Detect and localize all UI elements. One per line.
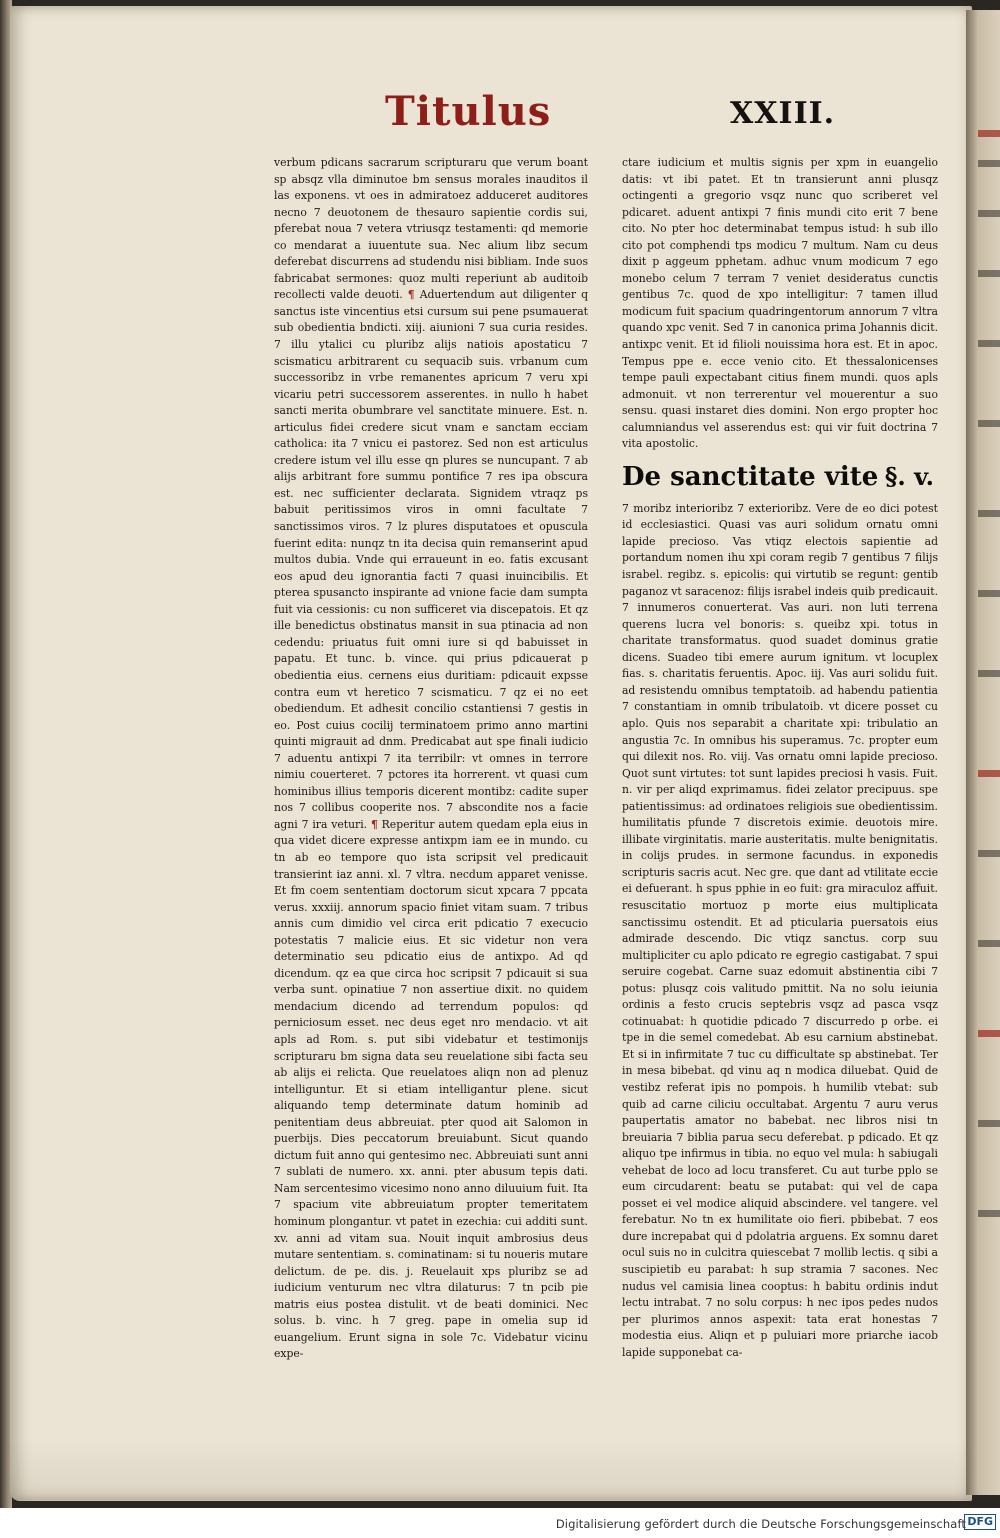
paragraph	[622, 155, 938, 453]
text-column-left	[274, 155, 588, 1363]
dfg-logo: DFG	[964, 1514, 996, 1530]
body-text: 7 moribz interioribz 7 exterioribz. Vere de eo dici potest id ecclesiastici. Quasi vas auri solidum ornatu omni lapide precioso. Vas vtiqz electois sapientie ad portandum nomen ihu xpi coram regib 7 gentibus 7 filijs israbel. regibz. s. epicolis: qui virtutib se regunt: gentib paganoz vt saracenoz: filijs israbel indeis quib predicauit. 7 innumeros conuerterat. Vas auri. non luti terrena querens lucra vel bonoris: s. queibz xpi. totus in charitate transformatus. quod suadet dominus gratie dicens. Suadeo tibi emere aurum ignitum. vt locuplex fias. s. charitatis feruentis. Apoc. iij. Vas auri solidu fuit. ad resistendu omnibus temptatoib. ad habendu patientia 7 constantiam in omnib tribulatoib. vt dicere posset cu aplo. Quis nos separabit a charitate xpi: tribulatio an angustia 7c. In omnibus his superamus. 7c. propter eum qui dilexit nos. Ro. viij. Vas ornatu omni lapide precioso. Quot sunt virtutes: tot sunt lapides preciosi h vasis. Fuit. n. vir per aliqd exprimamus. fidei zelator precipuus. spe patientissimus: ad ordinatoes religiois sue obedientissim. humilitatis pfunde 7 discretois eximie. deuotois mire. illibate virginitatis. marie austeritatis. multe benignitatis. in colijs prudes. in sermone facundus. in exponedis scripturis sacris acut. Nec gre. que dant ad vtilitate eccie ei defuerant. h spus pphie in eo fuit: gra miraculoz affuit. resuscitatio mortuoz p morte eius multiplicata sanctissimu ostendit. Et ad pticularia puersatois eius admirade descendo. Dic vtiqz sanctus. corp suu multipliciter cu aplo pdicato re egregio castigabat. 7 spui seruire cogebat. Carne suaz edomuit abstinentia cibi 7 potus: plusqz cois valitudo pmittit. Na no solu ieiunia ordinis a festo crucis septebris vsqz ad pasca vsqz cotinuabat: h quotidie pdicado 7 discurredo p orbe. ei tpe in die semel comedebat. Ab esu carnium abstinebat. Et si in infirmitate 7 tuc cu difficultate sp abstinebat. Ter in mesa bibebat. qd vinu aq n modica diluebat. Quid de vestibz referat ipis no pompois. h humilib vtebat: sub quib ad carne ciliciu occultabat. Argentu 7 auru verus paupertatis amator no babebat. nec libros nisi tn breuiaria 7 biblia parua secu deferebat. p pdicado. Et qz aliquo tpe infirmus in tibia. no equo vel mula: h sabiugali vehebat de loco ad locu transferet. Cu aut turbe pplo se eum circudarent: beatu se putabat: qui vel de capa posset ei vel modice aliquid abscindere. vel tangere. vel ferebatur. No tn ex humilitate oio fieri. pbibebat. 7 eos dure increpabat qui d pdolatria arguens. Ex somnu daret ocul suis no in culcitra quiescebat 7 mollib lectis. q sibi a suscipietib eu parabat: h sup stramia 7 sacones. Nec nudus vel camisia linea cooptus: h babitu ordinis indut lectu intrabat. 7 no solu corpus: h nec ipos pedes nudos per plurimos annos aspexit: tata erat honestas 7 modestia eius. Aliqn et p puluiari more priarche iacob lapide supponebat ca-	[622, 501, 938, 1359]
adjacent-page-mark	[978, 270, 1000, 277]
adjacent-page-mark	[978, 670, 1000, 677]
section-title: De sanctitate vite	[622, 461, 879, 492]
adjacent-page-mark	[978, 160, 1000, 167]
adjacent-page-mark	[978, 420, 1000, 427]
body-text: Aduertendum aut diligenter q	[419, 288, 588, 302]
footer-credit: Digitalisierung gefördert durch die Deutsche Forschungsgemeinschaft	[555, 1517, 966, 1531]
adjacent-page-mark	[978, 1210, 1000, 1217]
running-head-left: Titulus	[385, 88, 552, 135]
section-heading	[622, 455, 938, 499]
body-text: dicere expresse antixpm iam ee in mundo. cu tn ab eo tempore quo ista scripsit vel predicauit transierint iaz anni. xl. 7 vltra. necdum apparet venisse. Et fm coem sententiam doctorum sicut xpcara 7 ppcata verus. xxxiij. annorum spacio finiet vitam suam. 7 tribus annis cum dimidio vel circa erit pdicatio 7 execucio potestatis 7 malicie eius. Et sic videtur non vera determinatio seu pdicatio eius de antixpo. Ad qd dicendum. qz ea que circa hoc scripsit 7 pdicauit si sua verba sunt. opinatiue 7 non assertiue dixit. no quidem mendacium dicendo ad terrendum populos: qd perniciosum esset. nec deus eget nro mendacio. vt ait apls ad Rom. s. put sibi videbatur et testimonijs scripturaru bm signa data seu reuelatione sibi facta seu ab alijs ei relicta. Que reuelatoes aliqn non ad plenuz intelliguntur. Et si etiam intelligantur plene. sicut aliquando temp determinate datum hominib ad penitentiam deus abbreuiat. pter quod ait Salomon in puerbijs. Dies peccatorum breuiabunt. Sicut quando dictum fuit anno qui gentesimo nec. Abbreuiati sunt anni 7 sublati de numero. xx. anni. pter abusum tepis dati. Nam sercentesimo vicesimo nono anno diluuium fuit. Ita 7 spacium vite abbreuiatum propter temeritatem hominum plongantur. vt patet in ezechia: cui additi sunt. xv. anni ad vitam sua. Nouit inquit ambrosius deus mutare sententiam. s. cominatinam: si tu noueris mutare delictum. de pe. dis. j. Reuelauit xps pluribz se ad iudicium venturum nec vltra dilaturus: 7 tn pcib pie matris eius postea distulit. vt de beati dominici. Nec solus. b. vinc. h 7 greg. pape in omelia sup id euangelium. Erunt signa in sole 7c. Videbatur vicinu expe-	[274, 834, 588, 1361]
paragraph-mark-icon: ¶	[407, 288, 415, 302]
adjacent-page-edge	[966, 10, 1000, 1495]
paragraph	[274, 155, 588, 1363]
adjacent-page-mark	[978, 340, 1000, 347]
body-text: verbum pdicans sacrarum scripturaru que verum boant sp absqz vlla diminutoe bm sensus morales inauditos il las exponens. vt oes in admiratoez adduceret auditores necno 7 deuotonem de thesauro sapientie cordis sui, pferebat noua 7 vetera vtriusqz testamenti: qd memorie co mendarat a iuuentute sua. Nec alium libz secum deferebat discurrens ad studendu nisi bibliam. Inde suos fabricabat sermones: quoz multi reperiunt ab auditoib recollecti valde deuoti.	[274, 156, 588, 302]
adjacent-page-mark	[978, 850, 1000, 857]
page-shadow	[10, 1440, 970, 1500]
paragraph	[622, 501, 938, 1361]
adjacent-page-mark	[978, 770, 1000, 777]
adjacent-page-mark	[978, 1120, 1000, 1127]
adjacent-page-mark	[978, 590, 1000, 597]
body-text: ctare iudicium et multis signis per xpm in euangelio datis: vt ibi patet. Et tn transierunt anni plusqz octingenti a gregorio vsqz nunc quo scriberet vel pdicaret. aduent antixpi 7 finis mundi cito erit 7 bene cito. No pter hoc determinabat tempus istud: h sub illo cito pot comphendi tps modicu 7 multum. Nam cu deus dixit p aggeum pphetam. adhuc vnum modicum 7 ego monebo celum 7 terram 7 veniet desideratus cunctis gentibus 7c. quod de xpo intelligitur: 7 tamen illud modicum fuit spacium quadringentorum annorum 7 vltra quando xpc venit. Sed 7 in canonica prima Johannis dicit. antixpc venit. Et id filioli nouissima hora est. Et in apoc. Tempus ppe e. ecce venio cito. Et thessalonicenses tempe pauli expectabant citius finem mundi. quos apls admonuit. vt non terrerentur vel mouerentur a suo sensu. quasi instaret dies domini. Non ergo propter hoc calumniandus vel asserendus est: qui vir fuit doctrina 7 vita apostolic.	[622, 156, 938, 451]
adjacent-page-mark	[978, 1030, 1000, 1037]
adjacent-page-mark	[978, 210, 1000, 217]
adjacent-page-mark	[978, 940, 1000, 947]
paragraph-mark-icon: ¶	[370, 817, 378, 831]
section-number: §. v.	[884, 461, 934, 491]
adjacent-page-mark	[978, 130, 1000, 137]
body-text: sanctus iste vincentius etsi cursum sui pene psumauerat sub obedientia bndicti. xiij. aiunioni 7 sua curia resides. 7 illu ytalici cu pluribz alijs natiois apostaticu 7 scismaticu arbitrarent cu sequacib suis. vrbanum cum successoribz in vrbe remanentes apricum 7 veru xpi vicariu petri successorem asserentes. in nullo h habet sancti merita obumbrare vel sanctitate minuere. Est. n. articulus fidei credere sicut vnam e sanctam ecciam catholica: ita 7 vnicu ei pastorez. Sed non est articulus credere istum vel illu esse qn plures se nuncupant. 7 ab alijs arbitrant fore summu pontifice 7 res ipa obscura est. nec sufficienter declarata. Signidem vtraqz ps babuit peritissimos viros in omni facultate 7 sanctissimos viros. 7 lz plures disputatoes et opuscula fuerint edita: nunqz tn ita decisa quin remanserint apud multos dubia. Vnde qui erraueunt in eo. fatis excusant eos apud deu ignorantia facti 7 quasi inuincibilis. Et pterea spusancto inspirante ad vnione facie dam sumpta fuit via cessionis: cu non sufficeret via discepatois. Et qz ille benedictus obstinatus mansit in sua ptinacia ad non cedendu: priuatus fuit omni iure si qd babuisset in papatu. Et tunc. b. vince. qui prius pdicauerat p obedientia eius. cernens eius duritiam: pdicauit expsse contra eum vt heretico 7 scismaticu. 7 qz ei no eet obediendum. Et adhesit concilio cstantiensi 7 gestis in eo. Post cuius cocilij terminatoem primo anno martini quinti migrauit ad dnm. Predicabat aut spe finali iudicio 7 aduentu antixpi 7 ita terribilr: vt omnes in terrore nimiu couerteret. 7 pctores ita horrerent. vt quasi cum hominibus illius temporis dicerent montibz: cadite super nos 7 collibus cooperite nos. 7 abscondite nos a facie agni 7 ira veturi.	[274, 304, 588, 831]
body-text: Reperitur autem quedam epla eius in qua videt	[274, 817, 588, 848]
adjacent-page-mark	[978, 510, 1000, 517]
running-head-right: XXIII.	[730, 96, 836, 131]
text-column-right	[622, 155, 938, 1361]
